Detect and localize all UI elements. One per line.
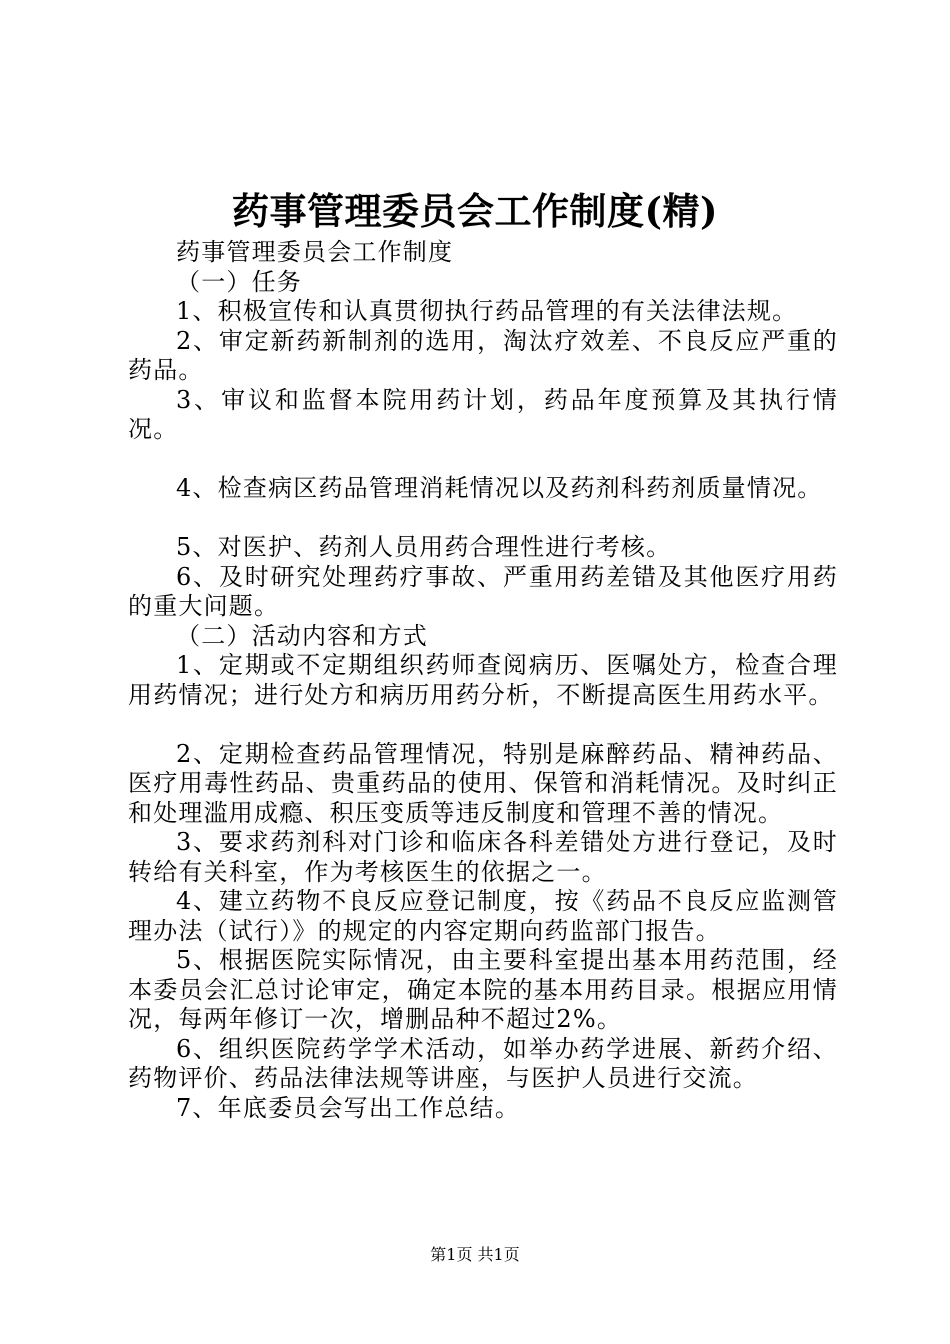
activity-item-4: 4、建立药物不良反应登记制度，按《药品不良反应监测管理办法（试行）》的规定的内容定期向药监部门报告。: [128, 887, 838, 945]
body-subtitle: 药事管理委员会工作制度: [176, 238, 454, 266]
document-body: [128, 238, 838, 1123]
activity-item-2: 2、定期检查药品管理情况，特别是麻醉药品、精神药品、医疗用毒性药品、贵重药品的使用、保管和消耗情况。及时纠正和处理滥用成瘾、积压变质等违反制度和管理不善的情况。: [128, 739, 838, 827]
activity-item-1: 1、定期或不定期组织药师查阅病历、医嘱处方，检查合理用药情况；进行处方和病历用药分析，不断提高医生用药水平。: [128, 651, 838, 709]
section-heading-tasks: （一）任务: [176, 267, 302, 296]
task-item-2: 2、审定新药新制剂的选用，淘汰疗效差、不良反应严重的药品。: [128, 326, 838, 384]
document-title: 药事管理委员会工作制度(精): [231, 189, 718, 233]
task-item-1: 1、积极宣传和认真贯彻执行药品管理的有关法律法规。: [176, 297, 798, 325]
activity-item-5: 5、根据医院实际情况，由主要科室提出基本用药范围，经本委员会汇总讨论审定，确定本院的基本用药目录。根据应用情况，每两年修订一次，增删品种不超过2%。: [128, 946, 838, 1033]
task-item-5: 5、对医护、药剂人员用药合理性进行考核。: [176, 533, 672, 561]
task-item-6: 6、及时研究处理药疗事故、严重用药差错及其他医疗用药的重大问题。: [128, 562, 838, 620]
page-number-footer: 第1页 共1页: [430, 1245, 520, 1264]
section-heading-activities: （二）活动内容和方式: [176, 621, 428, 650]
task-item-3: 3、审议和监督本院用药计划，药品年度预算及其执行情况。: [128, 385, 838, 443]
task-item-4: 4、检查病区药品管理消耗情况以及药剂科药剂质量情况。: [176, 474, 823, 502]
activity-item-7: 7、年底委员会写出工作总结。: [176, 1093, 521, 1122]
activity-item-3: 3、要求药剂科对门诊和临床各科差错处方进行登记，及时转给有关科室，作为考核医生的依据之一。: [128, 828, 838, 886]
activity-item-6: 6、组织医院药学学术活动，如举办药学进展、新药介绍、药物评价、药品法律法规等讲座，与医护人员进行交流。: [128, 1034, 838, 1092]
